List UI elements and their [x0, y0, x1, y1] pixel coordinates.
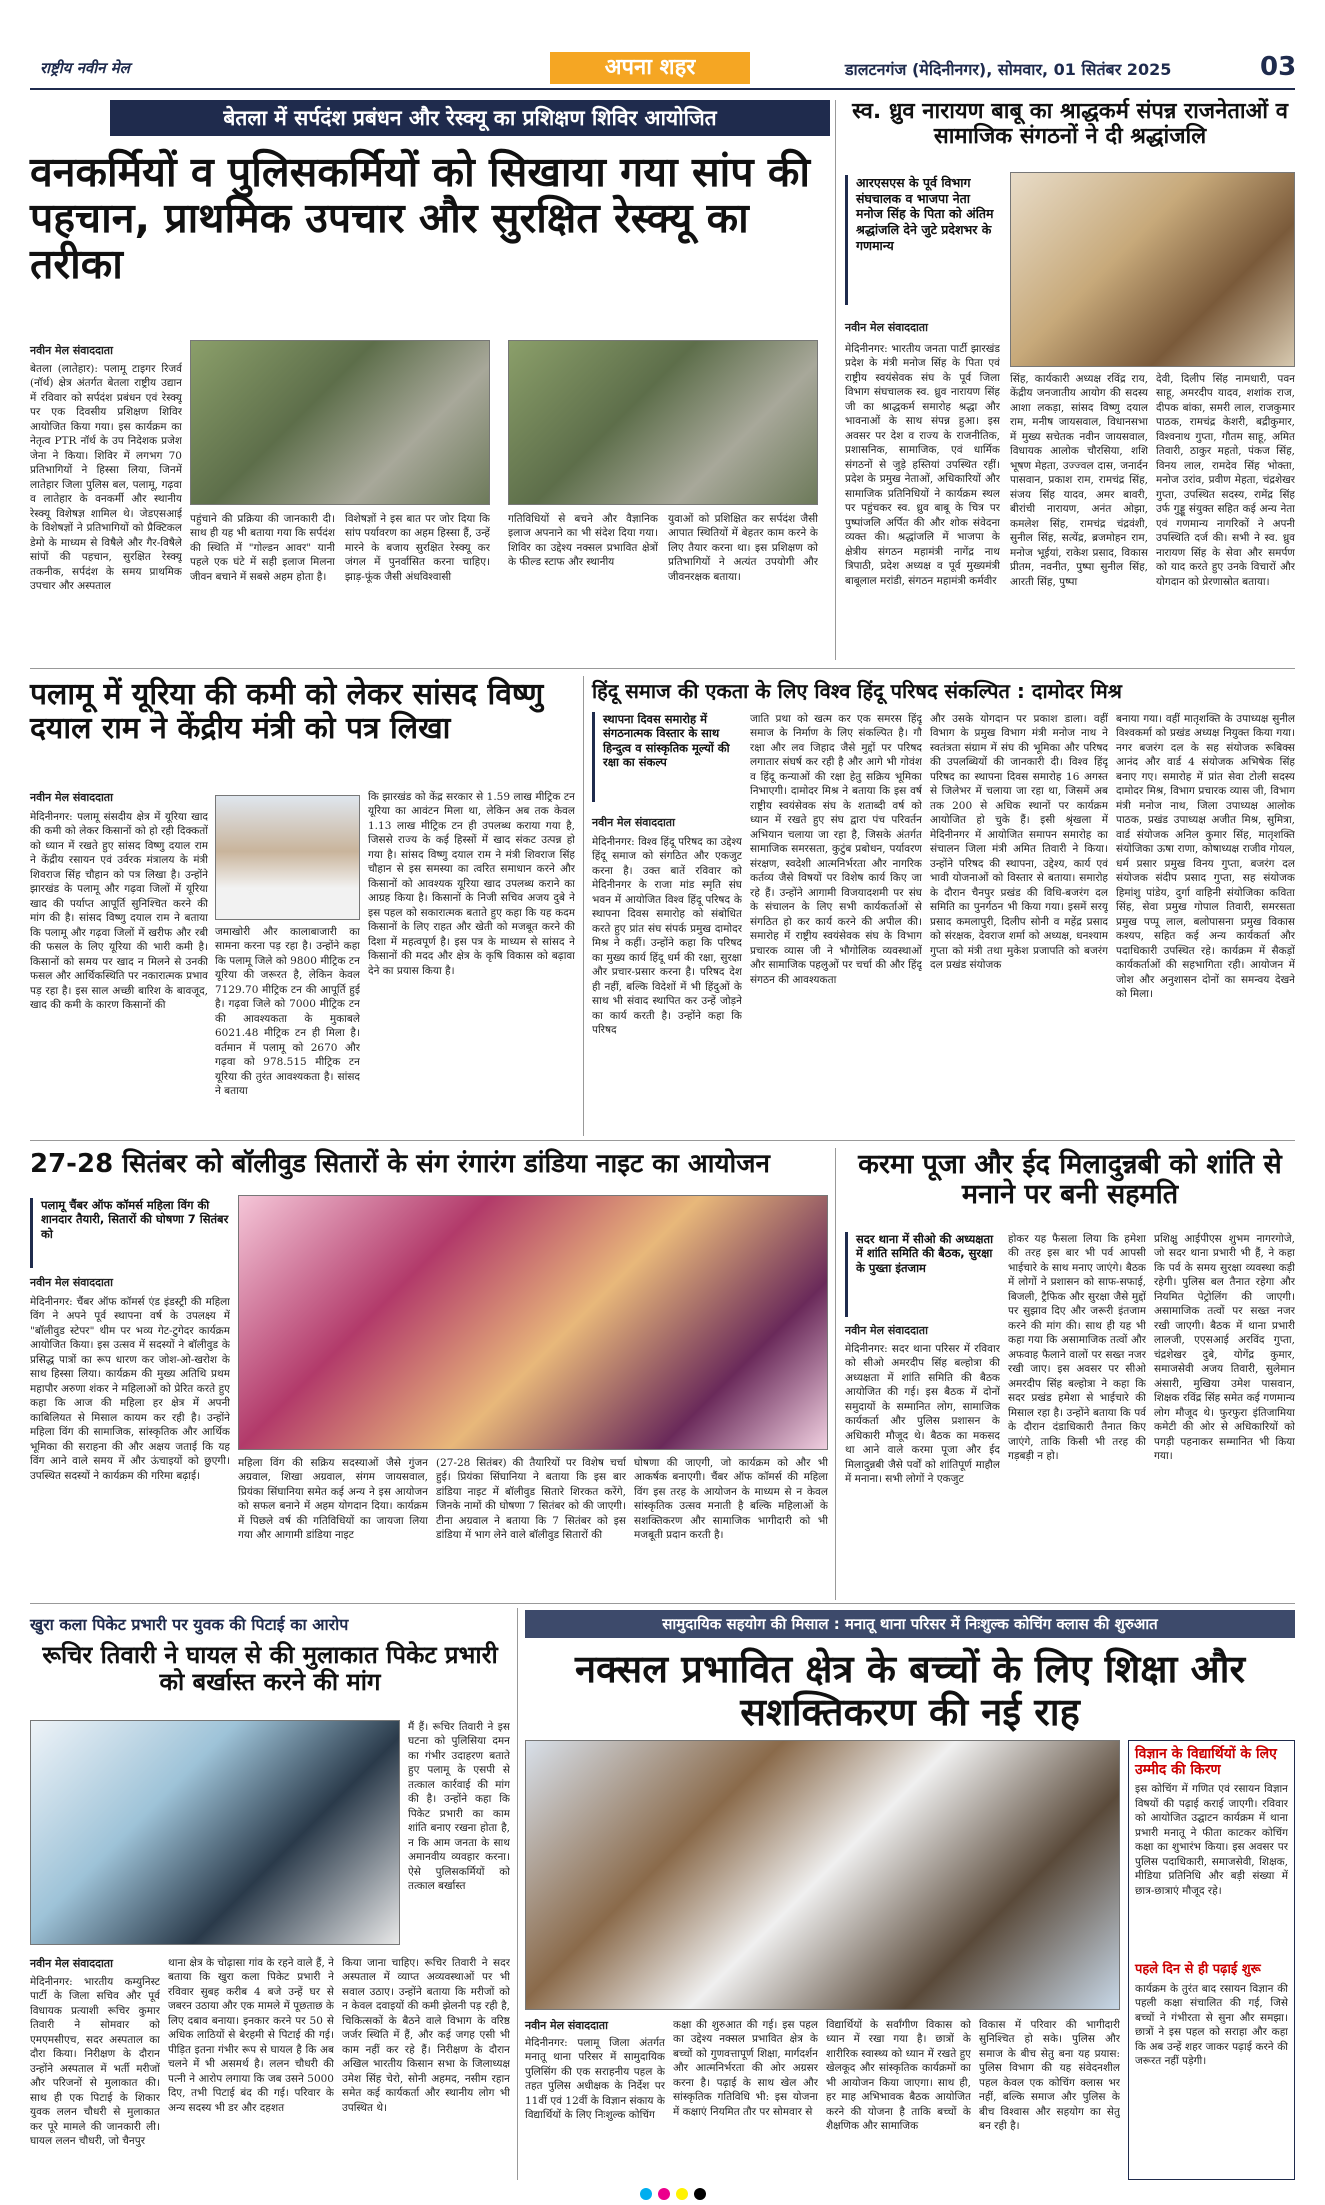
- urea-body-2: जमाखोरी और कालाबाजारी का सामना करना पड़ रहा है। उन्होंने कहा कि पलामू जिले को 9800 मीट्रिक टन यूरिया की जरूरत है, लेकिन केवल 7129.70 मीट्रिक टन की आपूर्ति हुई है। गढ़वा जिले को 7000 मीट्रिक टन की आवश्यकता के मुकाबले 6021.48 मीट्रिक टन ही मिला है। वर्तमान में पलामू को 2670 और गढ़वा को 978.515 मीट्रिक टन यूरिया की तुरंत आवश्यकता है। सांसद ने बताया: [215, 926, 360, 1098]
- coaching-box-title: विज्ञान के विद्यार्थियों के लिए उम्मीद की किरण: [1135, 1746, 1277, 1778]
- coaching-byline: नवीन मेल संवाददाता: [525, 2019, 608, 2032]
- snake-photo-1: [190, 340, 490, 505]
- snake-body-mid2: विशेषज्ञों ने इस बात पर जोर दिया कि सांप पर्यावरण का अहम हिस्सा हैं, उन्हें मारने के बजाय सुरक्षित रेस्क्यू कर जंगल में पुनर्वासित करना चाहिए। झाड़-फूंक जैसी अंधविश्वासी: [345, 513, 490, 583]
- shraddh-bullets: आरएसएस के पूर्व विभाग संघचालक व भाजपा नेता मनोज सिंह के पिता को अंतिम श्रद्धांजलि देने जुटे प्रदेशभर के गणमान्य: [845, 175, 1000, 305]
- coaching-body-2: कक्षा की शुरुआत की गई। इस पहल का उद्देश्य नक्सल प्रभावित क्षेत्र के बच्चों को गुणवत्तापूर्ण शिक्षा, मार्गदर्शन और आत्मनिर्भरता की ओर अग्रसर करना है। पढ़ाई के साथ खेल और सांस्कृतिक गतिविधि भी: इस योजना में कक्षाएं नियमित तौर पर सोमवार से: [673, 2019, 818, 2118]
- section-title: अपना शहर: [550, 52, 750, 84]
- divider-h3: [30, 1603, 1295, 1604]
- pitai-body-3: किया जाना चाहिए। रूचिर तिवारी ने सदर अस्पताल में व्याप्त अव्यवस्थाओं पर भी सवाल उठाए। उन्होंने बताया कि मरीजों को न केवल दवाइयों की कमी झेलनी पड़ रही है, चिकित्सकों के बैठने वाले विभाग के वरिष्ठ जर्जर स्थिति में हैं, और कई जगह एसी भी काम नहीं कर रहे हैं। निरीक्षण के दौरान अखिल भारतीय किसान सभा के जिलाध्यक्ष उमेश सिंह चेरो, सोनी अहमद, नसीम रहान समेत कई कार्यकर्ता और स्थानीय लोग भी उपस्थित थे।: [342, 1957, 510, 2114]
- pitai-kicker: खुरा कला पिकेट प्रभारी पर युवक की पिटाई का आरोप: [30, 1610, 510, 1638]
- snake-body-mid3: गतिविधियों से बचने और वैज्ञानिक इलाज अपनाने का भी संदेश दिया गया। शिविर का उद्देश्य नक्सल प्रभावित क्षेत्रों के फील्ड स्टाफ और स्थानीय: [508, 513, 658, 569]
- karma-byline: नवीन मेल संवाददाता: [845, 1324, 928, 1337]
- urea-mp-photo: [215, 795, 360, 920]
- dandiya-body-3: (27-28 सितंबर) की तैयारियों पर विशेष चर्चा हुई। प्रियंका सिंघानिया ने बताया कि इस बार डांडिया नाइट में बॉलीवुड सितारे शिरकत करेंगे, जिनके नामों की घोषणा 7 सितंबर को की जाएगी। टीना अग्रवाल ने बताया कि 7 सितंबर को इस डांडिया में भाग लेने वाले बॉलीवुड सितारों की: [436, 1457, 626, 1542]
- snake-body-mid4: युवाओं को प्रशिक्षित कर सर्पदंश जैसी आपात स्थितियों में बेहतर काम करने के लिए तैयार करना था। इस प्रशिक्षण को प्रतिभागियों ने अत्यंत उपयोगी और जीवनरक्षक बताया।: [668, 513, 818, 583]
- page-number: 03: [1260, 52, 1297, 82]
- coaching-headline: नक्सल प्रभावित क्षेत्र के बच्चों के लिए शिक्षा और सशक्तिकरण की नई राह: [574, 1647, 1246, 1734]
- vhp-bullets: स्थापना दिवस समारोह में संगठनात्मक विस्तार के साथ हिन्दुत्व व सांस्कृतिक मूल्यों की रक्षा का संकल्प: [592, 712, 742, 802]
- karma-body-top: होकर यह फैसला लिया कि हमेशा की तरह इस बार भी पर्व आपसी भाईचारे के साथ मनाए जाएंगे। बैठक में लोगों ने प्रशासन को साफ-सफाई, बिजली, ट्रैफिक और सुरक्षा जैसे मुद्दों पर सुझाव दिए और जरूरी इंतजाम करने की मांग की। साथ ही यह भी कहा गया कि असामाजिक तत्वों और अफवाह फैलाने वालों पर सख्त नजर रखी जाए। इस अवसर पर सीओ अमरदीप सिंह बल्होत्रा ने कहा कि सदर प्रखंड हमेशा से भाईचारे की मिसाल रहा है। उन्होंने बताया कि पर्व के दौरान दंडाधिकारी तैनात किए जाएंगे, ताकि किसी भी तरह की गड़बड़ी न हो।: [1008, 1233, 1146, 1463]
- urea-body-1: मेदिनीनगर: पलामू संसदीय क्षेत्र में यूरिया खाद की कमी को लेकर किसानों को हो रही दिक्कतों को ध्यान में रखते हुए सांसद विष्णु दयाल राम ने केंद्रीय रसायन एवं उर्वरक मंत्रालय के मंत्री शिवराज सिंह चौहान को पत्र लिखा है। उन्होंने झारखंड के पलामू और गढ़वा जिलों में यूरिया खाद की पर्याप्त आपूर्ति सुनिश्चित करने की मांग की है। सांसद विष्णु दयाल राम ने बताया कि पलामू और गढ़वा जिलों में खरीफ और रबी की फसल के लिए यूरिया की भारी कमी है। किसानों को समय पर खाद न मिलने से उनकी फसल और आर्थिकस्थिति पर नकारात्मक प्रभाव पड़ रहा है। इस साल अच्छी बारिश के बावजूद, खाद की कमी के कारण किसानों की: [30, 811, 208, 1012]
- pitai-headline: रूचिर तिवारी ने घायल से की मुलाकात पिकेट प्रभारी को बर्खास्त करने की मांग: [42, 1641, 498, 1696]
- shraddh-headline: स्व. ध्रुव नारायण बाबू का श्राद्धकर्म संपन्न राजनेताओं व सामाजिक संगठनों ने दी श्रद्धांजलि: [852, 99, 1288, 149]
- vhp-body-3: और उसके योगदान पर प्रकाश डाला। वहीं विभाग के प्रमुख विभाग मंत्री मनोज नाथ ने स्वतंत्रता संग्राम में संघ की भूमिका और परिषद की उपलब्धियों की जानकारी दी। विश्व हिंदू परिषद का स्थापना दिवस समारोह 16 अगस्त से जिलेभर में चलाया जा रहा था, जिसमें अब तक 200 से अधिक स्थानों पर कार्यक्रम आयोजित हो चुके हैं। इसी श्रृंखला में मेदिनीनगर में आयोजित समापन समारोह का संचालन जिला मंत्री अमित तिवारी ने किया। उन्होंने परिषद की स्थापना, उद्देश्य, कार्य एवं भावी योजनाओं को विस्तार से बताया। समारोह के दौरान चैनपुर प्रखंड की विधि-बजरंग दल समिति का पुनर्गठन भी किया गया। इसमें सरयू प्रसाद कमलापुरी, दिलीप सोनी व महेंद्र प्रसाद को संरक्षक, देवराज शर्मा को अध्यक्ष, धनश्याम गुप्ता को मंत्री तथा मुकेश प्रजापति को बजरंग दल प्रखंड संयोजक: [930, 713, 1108, 972]
- urea-body-3: कि झारखंड को केंद्र सरकार से 1.59 लाख मीट्रिक टन यूरिया का आवंटन मिला था, लेकिन अब तक केवल 1.13 लाख मीट्रिक टन ही उपलब्ध कराया गया है, जिससे राज्य के कई हिस्सों में खाद संकट उत्पन्न हो गया है। सांसद विष्णु दयाल राम ने मंत्री शिवराज सिंह चौहान से इस समस्या का त्वरित समाधान करने और किसानों को आवश्यक यूरिया खाद उपलब्ध कराने का आग्रह किया है। किसानों के निजी सचिव अजय दुबे ने इस पहल को सकारात्मक बताते हुए कहा कि यह कदम किसानों के लिए राहत और खेती को मजबूत करने की दिशा में महत्वपूर्ण है। इस पत्र के माध्यम से सांसद ने किसानों की मदद और क्षेत्र के कृषि विकास को बढ़ावा देने का प्रयास किया है।: [368, 791, 575, 977]
- coaching-body-4: विकास में परिवार की भागीदारी सुनिश्चित हो सके। पुलिस और समाज के बीच सेतु बना यह प्रयास: पुलिस विभाग की यह संवेदनशील पहल केवल एक कोचिंग क्लास भर नहीं, बल्कि समाज और पुलिस के बीच विश्वास और सहयोग का सेतु बन रही है।: [979, 2019, 1120, 2133]
- karma-body-2: प्रशिक्षु आईपीएस शुभम नागरगोजे, जो सदर थाना प्रभारी भी हैं, ने कहा कि पर्व के समय सुरक्षा व्यवस्था कड़ी रहेगी। पुलिस बल तैनात रहेगा और नियमित पेट्रोलिंग की जाएगी। असामाजिक तत्वों पर सख्त नजर रखी जाएगी। बैठक में थाना प्रभारी लालजी, एएसआई अरविंद गुप्ता, चंद्रशेखर दुबे, योगेंद्र कुमार, समाजसेवी अजय तिवारी, सुलेमान अंसारी, मुखिया उमेश पासवान, शिक्षक रविंद्र सिंह समेत कई गणमान्य लोग मौजूद थे। फुरफुरा इंतिजामिया कमेटी की ओर से अधिकारियों को पगड़ी पहनाकर सम्मानित भी किया गया।: [1154, 1233, 1295, 1463]
- dandiya-body-2: महिला विंग की सक्रिय सदस्याओं जैसे गुंजन अग्रवाल, शिखा अग्रवाल, संगम जायसवाल, प्रियंका सिंघानिया समेत कई अन्य ने इस आयोजन को सफल बनाने में अहम योगदान दिया। कार्यक्रम में पिछले वर्ष की गतिविधियों का जायजा लिया गया और आगामी डांडिया नाइट: [238, 1457, 428, 1542]
- shraddh-photo: [1010, 172, 1295, 367]
- coaching-kicker: सामुदायिक सहयोग की मिसाल : मनातू थाना परिसर में निःशुल्क कोचिंग क्लास की शुरुआत: [525, 1610, 1295, 1638]
- snake-body-left: बेतला (लातेहार): पलामू टाइगर रिजर्व (नॉर्थ) क्षेत्र अंतर्गत बेतला राष्ट्रीय उद्यान में रविवार को सर्पदंश प्रबंधन एवं रेस्क्यू पर एक दिवसीय प्रशिक्षण शिविर आयोजित किया गया। इस कार्यक्रम का नेतृत्व PTR नॉर्थ के उप निदेशक प्रजेश जेना ने किया। शिविर में लगभग 70 प्रतिभागियों ने हिस्सा लिया, जिनमें लातेहार जिला पुलिस बल, पलामू, गढ़वा व लातेहार के वनकर्मी और स्थानीय रेस्क्यू विशेषज्ञ शामिल थे। जेडएसआई के विशेषज्ञों ने प्रतिभागियों को प्रैक्टिकल डेमो के माध्यम से विषैले और गैर-विषैले सांपों की पहचान, सुरक्षित रेस्क्यू तकनीक, सर्पदंश के समय प्राथमिक उपचार और अस्पताल: [30, 363, 182, 593]
- vhp-headline: हिंदू समाज की एकता के लिए विश्व हिंदू परिषद संकल्पित : दामोदर मिश्र: [592, 679, 1122, 703]
- masthead: [30, 52, 1295, 86]
- pitai-body-side: मैं हैं। रूचिर तिवारी ने इस घटना को पुलिसिया दमन का गंभीर उदाहरण बताते हुए पलामू के एसपी से तत्काल कार्रवाई की मांग की है। उन्होंने कहा कि पिकेट प्रभारी का काम शांति बनाए रखना होता है, न कि आम जनता के साथ अमानवीय व्यवहार करना। ऐसे पुलिसकर्मियों को तत्काल बर्खास्त: [408, 1721, 510, 1893]
- dateline: डालटनगंज (मेदिनीनगर), सोमवार, 01 सितंबर 2025: [845, 60, 1172, 79]
- karma-body-1: मेदिनीनगर: सदर थाना परिसर में रविवार को सीओ अमरदीप सिंह बल्होत्रा की अध्यक्षता में शांति समिति की बैठक आयोजित की गई। इस बैठक में दोनों समुदायों के सम्मानित लोग, सामाजिक कार्यकर्ता और पुलिस प्रशासन के अधिकारी मौजूद थे। बैठक का मकसद था आने वाले करमा पूजा और ईद मिलादुन्नबी जैसे पर्वों को शांतिपूर्ण माहौल में मनाना। सभी लोगों ने एकजुट: [845, 1343, 1000, 1486]
- coaching-body-1: मेदिनीनगर: पलामू जिला अंतर्गत मनातू थाना परिसर में सामुदायिक पुलिसिंग की एक सराहनीय पहल के तहत पुलिस अधीक्षक के निर्देश पर 11वीं एवं 12वीं के विज्ञान संकाय के विद्यार्थियों के लिए निःशुल्क कोचिंग: [525, 2037, 665, 2122]
- snake-body-mid1: पहुंचाने की प्रक्रिया की जानकारी दी। साथ ही यह भी बताया गया कि सर्पदंश की स्थिति में "गोल्डन आवर" यानी पहले एक घंटे में सही इलाज मिलना जीवन बचाने में सबसे अहम होता है।: [190, 513, 335, 583]
- masthead-rule: [30, 88, 1295, 90]
- karma-headline: करमा पूजा और ईद मिलादुन्नबी को शांति से मनाने पर बनी सहमति: [858, 1149, 1282, 1211]
- pitai-byline: नवीन मेल संवाददाता: [30, 1957, 113, 1970]
- vhp-body-4: बनाया गया। वहीं मातृशक्ति के उपाध्यक्ष सुनील विश्वकर्मा को प्रखंड अध्यक्ष नियुक्त किया गया। नगर बजरंग दल के सह संयोजक रूबिक्स आनंद और वार्ड 4 संयोजक अभिषेक सिंह बनाए गए। समारोह में प्रांत सेवा टोली सदस्य दामोदर मिश्र, विभाग प्रचारक व्यास जी, विभाग मंत्री मनोज नाथ, जिला उपाध्यक्ष आलोक पाठक, प्रखंड उपाध्यक्ष अजीत मिश्र, सुमित्रा, वार्ड संयोजक अनिल कुमार सिंह, मातृशक्ति संयोजिका ऊषा राणा, कोषाध्यक्ष राजीव गोयल, धर्म प्रसार प्रमुख विनय गुप्ता, बजरंग दल संयोजक संदीप प्रसाद गुप्ता, सह संयोजक हिमांशु पांडेय, दुर्गा वाहिनी संयोजिका कविता सिंह, सेवा प्रमुख गोपाल तिवारी, समरसता प्रमुख पप्पू लाल, बलोपासना प्रमुख विकास कश्यप, सहित कई अन्य कार्यकर्ता और पदाधिकारी उपस्थित रहे। कार्यक्रम में सैकड़ों कार्यकर्ताओं की सहभागिता रही। आयोजन में जोश और अनुशासन दोनों का समन्वय देखने को मिला।: [1116, 713, 1295, 1001]
- divider-v4: [517, 1608, 518, 2180]
- snake-headline: वनकर्मियों व पुलिसकर्मियों को सिखाया गया सांप की पहचान, प्राथमिक उपचार और सुरक्षित रेस्क्यू का तरीका: [30, 148, 810, 288]
- karma-bullets: सदर थाना में सीओ की अध्यक्षता में शांति समिति की बैठक, सुरक्षा के पुख्ता इंतजाम: [845, 1232, 1000, 1317]
- coaching-box-body: इस कोचिंग में गणित एवं रसायन विज्ञान विषयों की पढ़ाई कराई जाएगी। रविवार को आयोजित उद्घाटन कार्यक्रम में थाना प्रभारी मनातू ने फीता काटकर कोचिंग कक्षा का शुभारंभ किया। इस अवसर पर पुलिस पदाधिकारी, समाजसेवी, शिक्षक, मीडिया प्रतिनिधि और बड़ी संख्या में छात्र-छात्राएं मौजूद रहे।: [1135, 1783, 1288, 1897]
- divider-v2: [583, 676, 584, 1136]
- coaching-box-body2: कार्यक्रम के तुरंत बाद रसायन विज्ञान की पहली कक्षा संचालित की गई, जिसे बच्चों ने गंभीरता से सुना और समझा। छात्रों ने इस पहल को सराहा और कहा कि अब उन्हें शहर जाकर पढ़ाई करने की जरूरत नहीं पड़ेगी।: [1135, 1982, 1288, 2068]
- urea-headline: पलामू में यूरिया की कमी को लेकर सांसद विष्णु दयाल राम ने केंद्रीय मंत्री को पत्र लिखा: [30, 677, 544, 746]
- divider-h1: [30, 668, 1295, 669]
- snake-kicker: बेतला में सर्पदंश प्रबंधन और रेस्क्यू का प्रशिक्षण शिविर आयोजित: [110, 100, 830, 136]
- snake-photo-2: [508, 340, 818, 505]
- coaching-body-3: विद्यार्थियों के सर्वांगीण विकास को ध्यान में रखा गया है। छात्रों के शारीरिक स्वास्थ्य को ध्यान में रखते हुए खेलकूद और सांस्कृतिक कार्यक्रमों का भी आयोजन किया जाएगा। साथ ही, हर माह अभिभावक बैठक आयोजित करने की योजना है ताकि बच्चों के शैक्षणिक और सामाजिक: [826, 2019, 971, 2133]
- divider-h2: [30, 1140, 1295, 1141]
- snake-byline: नवीन मेल संवाददाता: [30, 344, 113, 357]
- dandiya-body-1: मेदिनीनगर: चैंबर ऑफ कॉमर्स एंड इंडस्ट्री की महिला विंग ने अपने पूर्व स्थापना वर्ष के उपलक्ष्य में "बॉलीवुड स्टेपर" थीम पर भव्य गेट-टुगेदर कार्यक्रम आयोजित किया। इस उत्सव में सदस्यों ने बॉलीवुड के प्रसिद्ध पात्रों का रूप धारण कर जोश-ओ-खरोश के साथ हिस्सा लिया। कार्यक्रम की मुख्य अतिथि प्रथम महापौर अरुणा शंकर ने महिलाओं को प्रेरित करते हुए कहा कि आज की महिला हर क्षेत्र में अपनी काबिलियत से मिसाल कायम कर रही है। उन्होंने महिला विंग की सामाजिक, सांस्कृतिक और आर्थिक भूमिका की सराहना की और अक्षय जताई कि यह विंग आने वाले समय में और ऊंचाइयों को छुएगी। उपस्थित सदस्यों ने कार्यक्रम की गरिमा बढ़ाई।: [30, 1296, 230, 1482]
- divider-v3: [835, 1148, 836, 1600]
- registration-marks: [640, 2188, 706, 2200]
- pitai-photo: [30, 1720, 400, 1945]
- dandiya-headline: 27-28 सितंबर को बॉलीवुड सितारों के संग रंगारंग डांडिया नाइट का आयोजन: [30, 1149, 770, 1179]
- coaching-sidebox: [1128, 1740, 1295, 2180]
- divider-v1: [835, 100, 836, 660]
- brand-logo: राष्ट्रीय नवीन मेल: [40, 59, 130, 77]
- urea-byline: नवीन मेल संवाददाता: [30, 791, 113, 804]
- shraddh-body-1: मेदिनीनगर: भारतीय जनता पार्टी झारखंड प्रदेश के मंत्री मनोज सिंह के पिता एवं राष्ट्रीय स्वयंसेवक संघ के पूर्व जिला विभाग संघचालक स्व. ध्रुव नारायण सिंह जी का श्राद्धकर्म समारोह श्रद्धा और भावनाओं के साथ संपन्न हुआ। इस अवसर पर देश व राज्य के राजनीतिक, प्रशासनिक, सामाजिक, एवं धार्मिक संगठनों से जुड़े हस्तियां उपस्थित रहीं। प्रदेश के प्रमुख नेताओं, अधिकारियों और सामाजिक प्रतिनिधियों ने कार्यक्रम स्थल पर पहुंचकर स्व. ध्रुव बाबू के चित्र पर पुष्पांजलि अर्पित की और शोक संवेदना व्यक्त की। श्रद्धांजलि में भाजपा के क्षेत्रीय संगठन महामंत्री नागेंद्र नाथ त्रिपाठी, प्रदेश अध्यक्ष व पूर्व मुख्यमंत्री बाबूलाल मरांडी, संगठन महामंत्री कर्मवीर: [845, 343, 1000, 587]
- shraddh-body-2: सिंह, कार्यकारी अध्यक्ष रविंद्र राय, केंद्रीय जनजातीय आयोग की सदस्य आशा लकड़ा, सांसद विष्णु दयाल राम, मनीष जायसवाल, विधानसभा में मुख्य सचेतक नवीन जायसवाल, विधायक आलोक चौरसिया, शशि भूषण मेहता, उज्ज्वल दास, जनार्दन पासवान, प्रकाश राम, रामचंद्र सिंह, संजय सिंह यादव, अमर बावरी, बीरांची नारायण, अनंत ओझा, कमलेश सिंह, रामचंद्र चंद्रवंशी, सुनील सिंह, सत्येंद्र, ब्रजमोहन राम, मनोज भूईयां, राकेश प्रसाद, विकास प्रीतम, नवनीत, पुष्पा सुनील सिंह, आरती सिंह, पुष्पा: [1010, 373, 1148, 588]
- coaching-box-sub: पहले दिन से ही पढ़ाई शुरू: [1135, 1962, 1261, 1978]
- dandiya-photo: [238, 1195, 828, 1450]
- pitai-body-2: थाना क्षेत्र के चोढ़ासा गांव के रहने वाले हैं, ने बताया कि खुरा कला पिकेट प्रभारी ने रविवार सुबह करीब 4 बजे उन्हें घर से जबरन उठाया और एक मामले में पूछताछ के लिए दबाव बनाया। इनकार करने पर 50 से अधिक लाठियों से बेरहमी से पिटाई की गई। पीड़ित इतना गंभीर रूप से घायल है कि अब चलने में भी असमर्थ है। ललन चौधरी की पत्नी ने आरोप लगाया कि जब उसने 5000 दिए, तभी पिटाई बंद की गई। परिवार के अन्य सदस्य भी डर और दहशत: [168, 1957, 334, 2114]
- vhp-body-2: जाति प्रथा को खत्म कर एक समरस हिंदू समाज के निर्माण के लिए संकल्पित है। गौ रक्षा और लव जिहाद जैसे मुद्दों पर परिषद लगातार संघर्ष कर रही है और आगे भी गोवंश व हिंदू कन्याओं की रक्षा हेतु सक्रिय भूमिका निभाएगी। दामोदर मिश्र ने बताया कि इस वर्ष राष्ट्रीय स्वयंसेवक संघ के शताब्दी वर्ष को ध्यान में रखते हुए संघ द्वारा पंच परिवर्तन अभियान चलाया जा रहा है, जिसके अंतर्गत सामाजिक समरसता, कुटुंब प्रबोधन, पर्यावरण संरक्षण, स्वदेशी आत्मनिर्भरता और नागरिक कर्तव्य जैसे विषयों पर विशेष कार्य किए जा रहे हैं। उन्होंने आगामी विजयादशमी पर संघ के संचालन के लिए सभी कार्यकर्ताओं से संगठित हो कर कार्य करने की अपील की। समारोह में राष्ट्रीय स्वयंसेवक संघ के विभाग प्रचारक व्यास जी ने भौगोलिक व्यवस्थाओं और सामाजिक पहलुओं पर चर्चा की और हिंदू संगठन की आवश्यकता: [750, 713, 922, 986]
- dandiya-body-4: घोषणा की जाएगी, जो कार्यक्रम को और भी आकर्षक बनाएगी। चैंबर ऑफ कॉमर्स की महिला विंग इस तरह के आयोजन के माध्यम से न केवल सांस्कृतिक उत्सव मनाती है बल्कि महिलाओं के सशक्तिकरण और सामाजिक भागीदारी को भी मजबूती प्रदान करती है।: [634, 1457, 828, 1542]
- coaching-photo: [525, 1740, 1120, 2010]
- pitai-body-1: मेदिनीनगर: भारतीय कम्युनिस्ट पार्टी के जिला सचिव और पूर्व विधायक प्रत्याशी रूचिर कुमार तिवारी ने सोमवार को एमएमसीएच, सदर अस्पताल का दौरा किया। निरीक्षण के दौरान उन्होंने अस्पताल में भर्ती मरीजों और परिजनों से मुलाकात की। साथ ही एक पिटाई के शिकार युवक ललन चौधरी से मुलाकात कर पूरे मामले की जानकारी ली। घायल ललन चौधरी, जो चैनपुर: [30, 1976, 160, 2148]
- shraddh-body-3: देवी, दिलीप सिंह नामधारी, पवन साहू, अमरदीप यादव, शशांक राज, दीपक बांका, समरी लाल, राजकुमार पाठक, रामचंद्र केशरी, बद्रीकुमार, विश्वनाथ गुप्ता, गौतम साहू, अमित तिवारी, ठाकुर महतो, पंकज सिंह, विनय लाल, रामदेव सिंह भोक्ता, मनोज उरांव, प्रवीण मेहता, चंद्रशेखर गुप्ता, उपस्थित सदस्य, रामेंद्र सिंह उर्फ गुड्डू संयुक्त सहित कई अन्य नेता एवं गणमान्य नागरिकों ने अपनी उपस्थिति दर्ज की। सभी ने स्व. ध्रुव नारायण सिंह के सेवा और समर्पण को याद करते हुए उनके विचारों और योगदान को प्रेरणास्रोत बताया।: [1156, 373, 1295, 588]
- vhp-byline: नवीन मेल संवाददाता: [592, 816, 675, 829]
- dandiya-bullets: पलामू चैंबर ऑफ कॉमर्स महिला विंग की शानदार तैयारी, सितारों की घोषणा 7 सितंबर को: [30, 1198, 230, 1268]
- vhp-body-1: मेदिनीनगर: विश्व हिंदू परिषद का उद्देश्य हिंदू समाज को संगठित और एकजुट करना है। उक्त बातें रविवार को मेदिनीनगर के राजा मांड स्मृति संघ भवन में आयोजित विश्व हिंदू परिषद के स्थापना दिवस समारोह को संबोधित करते हुए प्रांत संघ संपर्क प्रमुख दामोदर मिश्र ने कहीं। उन्होंने कहा कि परिषद का मुख्य कार्य हिंदू धर्म की रक्षा, सुरक्षा और प्रचार-प्रसार करना है। परिषद देश ही नहीं, बल्कि विदेशों में भी हिंदुओं के साथ भी संवाद स्थापित कर उन्हें जोड़ने का कार्य करती है। उन्होंने कहा कि परिषद: [592, 836, 742, 1037]
- dandiya-byline: नवीन मेल संवाददाता: [30, 1276, 113, 1289]
- shraddh-byline: नवीन मेल संवाददाता: [845, 321, 928, 334]
